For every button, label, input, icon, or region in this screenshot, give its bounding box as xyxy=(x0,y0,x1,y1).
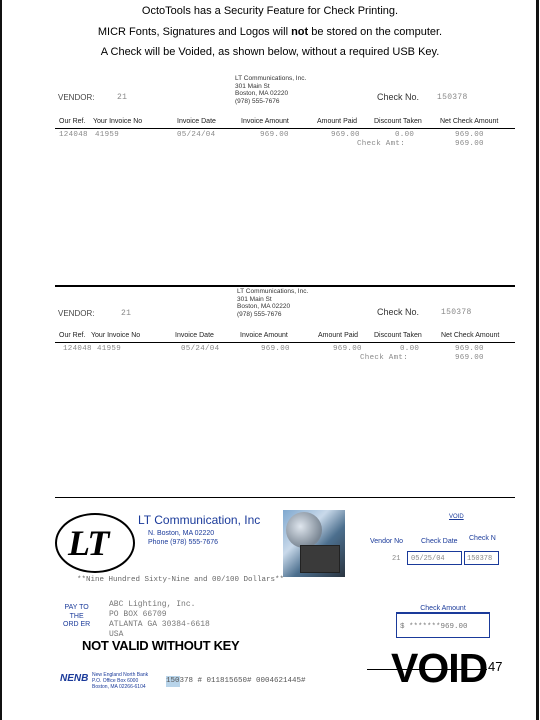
stub1-col-discount: Discount Taken xyxy=(374,118,422,125)
stub1-net: 969.00 xyxy=(455,131,484,139)
header-line-2-end: be stored on the computer. xyxy=(308,26,443,38)
stub2-invoice-no: 41959 xyxy=(97,345,122,353)
void-stamp: VOID xyxy=(391,645,488,691)
void-watermark-mark: VOID xyxy=(449,514,464,520)
stub2-top-rule xyxy=(55,285,515,287)
check-company-name: LT Communication, Inc xyxy=(138,513,261,527)
stub2-vendor-value: 21 xyxy=(121,309,132,318)
stub2-col-amt-paid: Amount Paid xyxy=(318,332,359,339)
stub2-col-net: Net Check Amount xyxy=(441,332,500,339)
satellite-dish-image xyxy=(286,512,322,548)
stub2-company-line: 301 Main St xyxy=(237,295,272,303)
stub1-check-amt-value: 969.00 xyxy=(455,140,484,148)
company-logo-text: LT xyxy=(68,523,108,563)
header-line-1: OctoTools has a Security Feature for Check Printing. xyxy=(141,5,399,17)
payee-address xyxy=(109,600,210,640)
check-no-value: 150378 xyxy=(467,555,493,563)
stub2-company-line: LT Communications, Inc. xyxy=(237,288,309,295)
stub1-company-line: LT Communications, Inc. xyxy=(235,75,307,82)
stub1-discount: 0.00 xyxy=(395,131,415,139)
stub1-date: 05/24/04 xyxy=(177,131,216,139)
stub1-col-invoice-no: Your Invoice No xyxy=(93,118,143,125)
stub2-date: 05/24/04 xyxy=(181,345,220,353)
equipment-image xyxy=(300,545,340,573)
payee-line: PO BOX 66709 xyxy=(109,610,167,619)
micr-line: 150378 # 011815650# 0004621445# xyxy=(166,677,306,685)
stub1-col-net: Net Check Amount xyxy=(440,118,499,125)
check-stub-2 xyxy=(55,285,515,365)
bank-logo: NENB xyxy=(60,673,89,684)
check-company-address-line: N. Boston, MA 02220 xyxy=(148,530,215,537)
stub1-invoice-no: 41959 xyxy=(95,131,120,139)
pay-to-line: THE xyxy=(69,612,84,620)
stub1-company xyxy=(235,75,306,105)
check-amount-value: $ *******969.00 xyxy=(400,623,468,631)
vendor-no-label: Vendor No xyxy=(370,538,404,545)
stub2-discount: 0.00 xyxy=(400,345,420,353)
not-valid-notice: NOT VALID WITHOUT KEY xyxy=(82,638,240,653)
header-line-2-start: MICR Fonts, Signatures and Logos will xyxy=(97,26,292,38)
stub1-amt-paid: 969.00 xyxy=(331,131,360,139)
stub2-check-no-label: Check No. xyxy=(377,307,420,317)
payee-line: USA xyxy=(109,630,124,639)
bank-address-line: New England North Bank xyxy=(92,672,149,678)
stub1-invoice-amt: 969.00 xyxy=(260,131,289,139)
stub2-col-ref: Our Ref. xyxy=(59,332,86,339)
header-line-2 xyxy=(0,26,540,38)
check-date-value: 05/25/04 xyxy=(411,555,445,563)
stub1-vendor-value: 21 xyxy=(117,93,128,102)
bank-address-line: Boston, MA 02266-6104 xyxy=(92,684,146,690)
stub2-company-line: Boston, MA 02220 xyxy=(237,303,291,310)
stub2-company xyxy=(237,288,308,318)
stub1-check-amt-label: Check Amt: xyxy=(357,140,406,148)
check-company-address-line: Phone (978) 555-7676 xyxy=(148,539,219,546)
stub1-check-no-label: Check No. xyxy=(377,92,420,102)
check-amount-label: Check Amount xyxy=(396,605,490,613)
stub2-col-invoice-no: Your Invoice No xyxy=(91,332,141,339)
check-company-address xyxy=(148,529,218,547)
stub2-company-line: (978) 555-7676 xyxy=(237,310,282,318)
stub1-company-line: 301 Main St xyxy=(235,82,270,90)
stub2-col-discount: Discount Taken xyxy=(374,332,422,339)
pay-to-line: PAY TO xyxy=(64,604,89,611)
stub2-col-invoice-amt: Invoice Amount xyxy=(240,332,288,339)
bank-address-line: P.O. Office Box 6000 xyxy=(92,678,139,684)
stub2-check-amt-label: Check Amt: xyxy=(360,354,409,362)
check-stub-1 xyxy=(55,73,515,153)
header-line-3: A Check will be Voided, as shown below, without a required USB Key. xyxy=(100,46,440,58)
check-no-label: Check N xyxy=(469,535,496,542)
amount-in-words: **Nine Hundred Sixty-Nine and 00/100 Dollars** xyxy=(77,576,285,584)
right-frame-border xyxy=(536,0,539,720)
vendor-no-value: 21 xyxy=(392,555,401,563)
left-frame-border xyxy=(0,0,2,720)
stub1-company-line: (978) 555-7676 xyxy=(235,97,280,105)
stub2-col-date: Invoice Date xyxy=(175,332,214,339)
pay-to-label xyxy=(63,604,90,630)
check-date-label: Check Date xyxy=(421,538,458,545)
stub1-ref: 124048 xyxy=(59,131,88,139)
stub1-company-line: Boston, MA 02220 xyxy=(235,90,289,97)
stub2-net: 969.00 xyxy=(455,345,484,353)
stub2-ref: 124048 xyxy=(63,345,92,353)
stub2-vendor-label: VENDOR: xyxy=(58,309,95,318)
stub2-amt-paid: 969.00 xyxy=(333,345,362,353)
stub2-check-no-value: 150378 xyxy=(441,308,472,317)
check-top-rule xyxy=(55,497,515,498)
stub1-col-ref: Our Ref. xyxy=(59,118,86,125)
payee-line: ABC Lighting, Inc. xyxy=(109,600,196,609)
page-serial: 47 xyxy=(488,659,503,674)
stub2-check-amt-value: 969.00 xyxy=(455,354,484,362)
pay-to-line: ORD ER xyxy=(63,621,91,628)
stub1-rule xyxy=(55,128,515,129)
stub1-col-date: Invoice Date xyxy=(177,118,216,125)
stub2-rule xyxy=(55,342,515,343)
stub1-check-no-value: 150378 xyxy=(437,93,468,102)
header-line-2-bold: not xyxy=(291,26,309,38)
stub1-col-invoice-amt: Invoice Amount xyxy=(241,118,289,125)
stub2-invoice-amt: 969.00 xyxy=(261,345,290,353)
stub1-col-amt-paid: Amount Paid xyxy=(317,118,358,125)
payee-line: ATLANTA GA 30384-6618 xyxy=(109,620,210,629)
bank-address xyxy=(92,672,148,690)
stub1-vendor-label: VENDOR: xyxy=(58,93,95,102)
